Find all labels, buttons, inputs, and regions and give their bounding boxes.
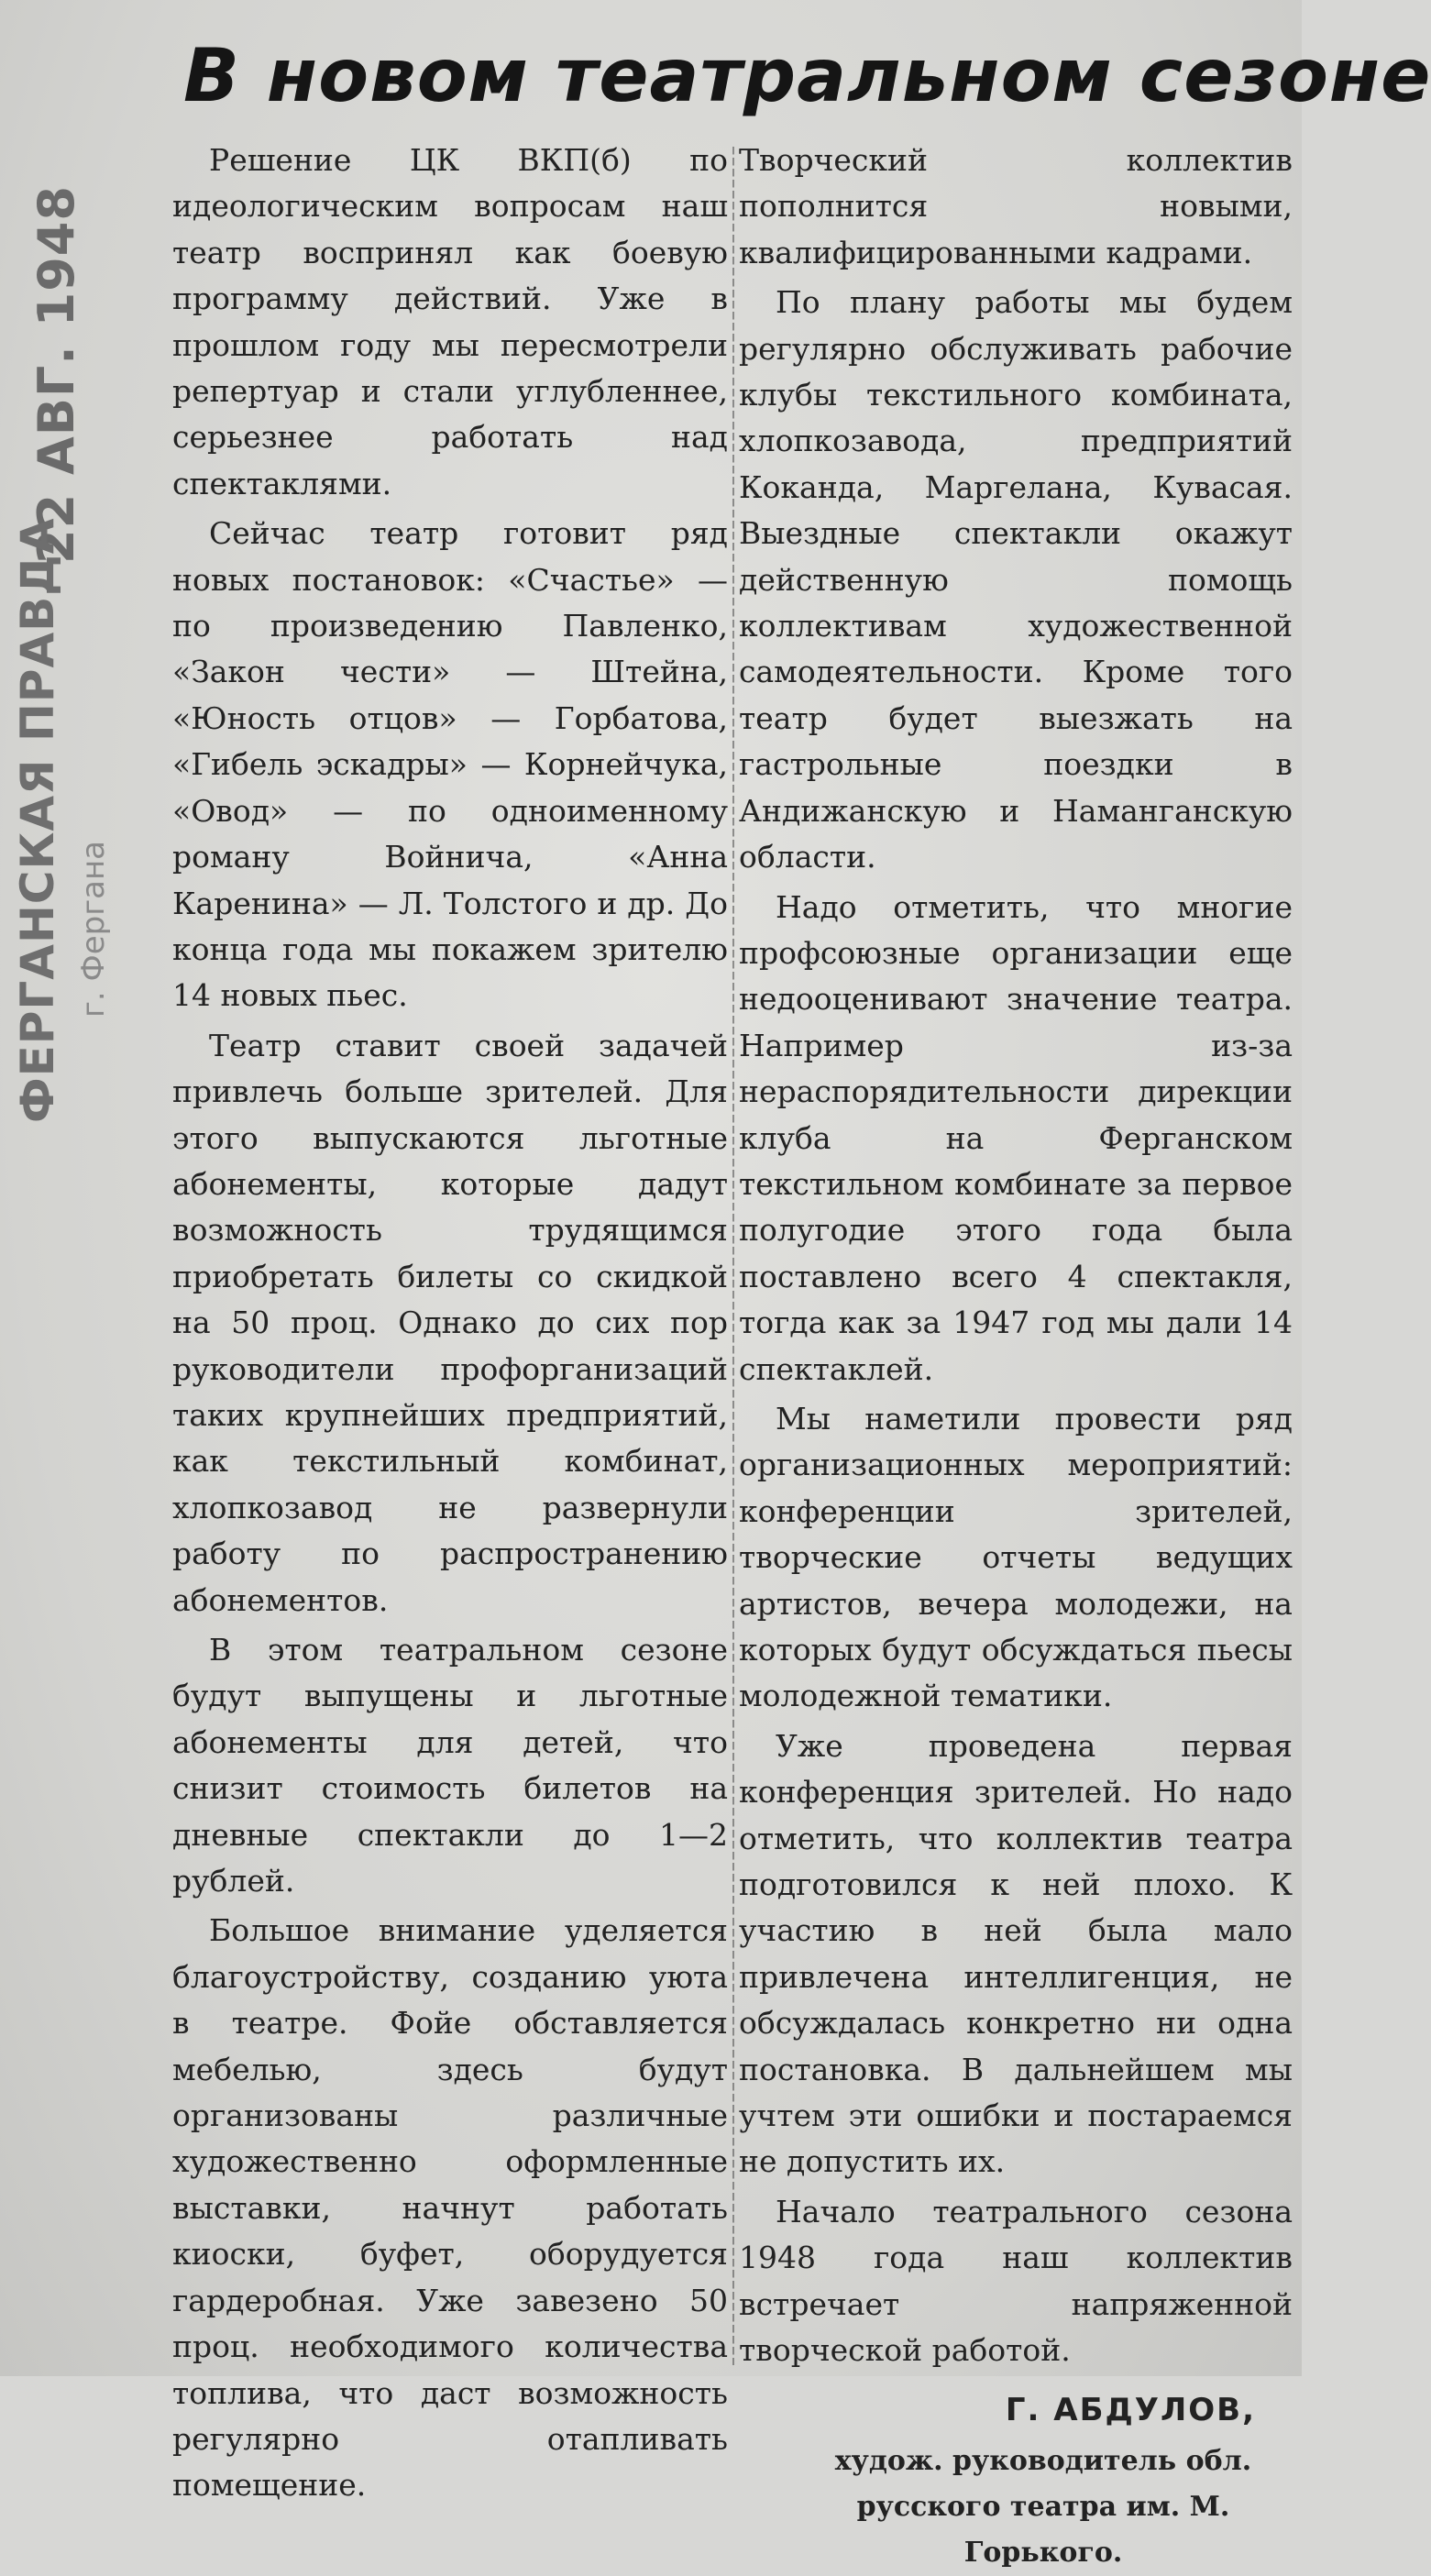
stamp-city: г. Фергана bbox=[75, 840, 112, 1018]
author-name: Г. АБДУЛОВ, bbox=[1005, 2391, 1256, 2428]
paragraph: Мы наметили провести ряд организационных мероприятий: конференции зрителей, творческие отчеты ведущих артистов, вечера молодежи, на которых будут обсуждаться пьесы молодежной тематики. bbox=[739, 1400, 1293, 1714]
author-title: худож. руководитель обл. русского театра им. М. Горького. bbox=[834, 2444, 1252, 2569]
paragraph: Театр ставит своей задачей привлечь больше зрителей. Для этого выпускаются льготные абонементы, которые дадут возможность трудящимся приобретать билеты со скидкой на 50 проц. Однако до сих пор руководители профорганизаций таких крупнейших предприятий, как текстильный комбинат, хлопкозавод не развернули работу по распространению абонементов. bbox=[172, 1027, 728, 1618]
paragraph: Надо отметить, что многие профсоюзные организации еще недооценивают значение театра. Например из-за нераспорядительности дирекции клуба на Ферганском текстильном комбинате за первое полугодие этого года была поставлено всего 4 спектакля, тогда как за 1947 год мы дали 14 спектаклей. bbox=[739, 888, 1293, 1387]
archive-stamp bbox=[0, 0, 183, 2376]
paragraph: По плану работы мы будем регулярно обслуживать рабочие клубы текстильного комбината, хлопкозавода, предприятий Коканда, Маргелана, Кувасая. Выездные спектакли окажут действенную помощь коллективам художественной самодеятельности. Кроме того театр будет выезжать на гастрольные поездки в Андижанскую и Наманганскую области. bbox=[739, 284, 1293, 875]
paragraph: Решение ЦК ВКП(б) по идеологическим вопросам наш театр воспринял как боевую программу действий. Уже в прошлом году мы пересмотрели репертуар и стали углубленнее, серьезнее работать над спектаклями. bbox=[172, 142, 728, 501]
paragraph: В этом театральном сезоне будут выпущены и льготные абонементы для детей, что снизит стоимость билетов на дневные спектакли до 1—2 рублей. bbox=[172, 1632, 728, 1899]
column-divider bbox=[732, 147, 734, 2365]
paragraph: Сейчас театр готовит ряд новых постановок: «Счастье» — по произведению Павленко, «Закон чести» — Штейна, «Юность отцов» — Горбатова, «Гибель эскадры» — Корнейчука, «Овод» — по одноименному роману Войнича, «Анна Каренина» — Л. Толстого и др. До конца года мы покажем зрителю 14 новых пьес. bbox=[172, 515, 728, 1014]
article-column-right bbox=[739, 138, 1293, 2576]
paragraph: Большое внимание уделяется благоустройству, созданию уюта в театре. Фойе обставляется мебелью, здесь будут организованы различные художественно оформленные выставки, начнут работать киоски, буфет, оборудуется гардеробная. Уже завезено 50 проц. необходимого количества топлива, что даст возможность регулярно отапливать помещение. bbox=[172, 1912, 728, 2504]
stamp-date: 22 АВГ. 1948 bbox=[28, 185, 85, 564]
paragraph: Начало театрального сезона 1948 года наш коллектив встречает напряженной творческой работой. bbox=[739, 2193, 1293, 2369]
stamp-newspaper-name: ФЕРГАНСКАЯ ПРАВДА bbox=[11, 517, 64, 1123]
article-headline: В новом театральном сезоне bbox=[183, 33, 1431, 118]
paragraph: Творческий коллектив пополнится новыми, квалифицированными кадрами. bbox=[739, 142, 1293, 270]
article-column-left bbox=[172, 138, 728, 2513]
paragraph: Уже проведена первая конференция зрителей. Но надо отметить, что коллектив театра подготовился к ней плохо. К участию в ней была мало привлечена интеллигенция, не обсуждалась конкретно ни одна постановка. В дальнейшем мы учтем эти ошибки и постараемся не допустить их. bbox=[739, 1727, 1293, 2180]
